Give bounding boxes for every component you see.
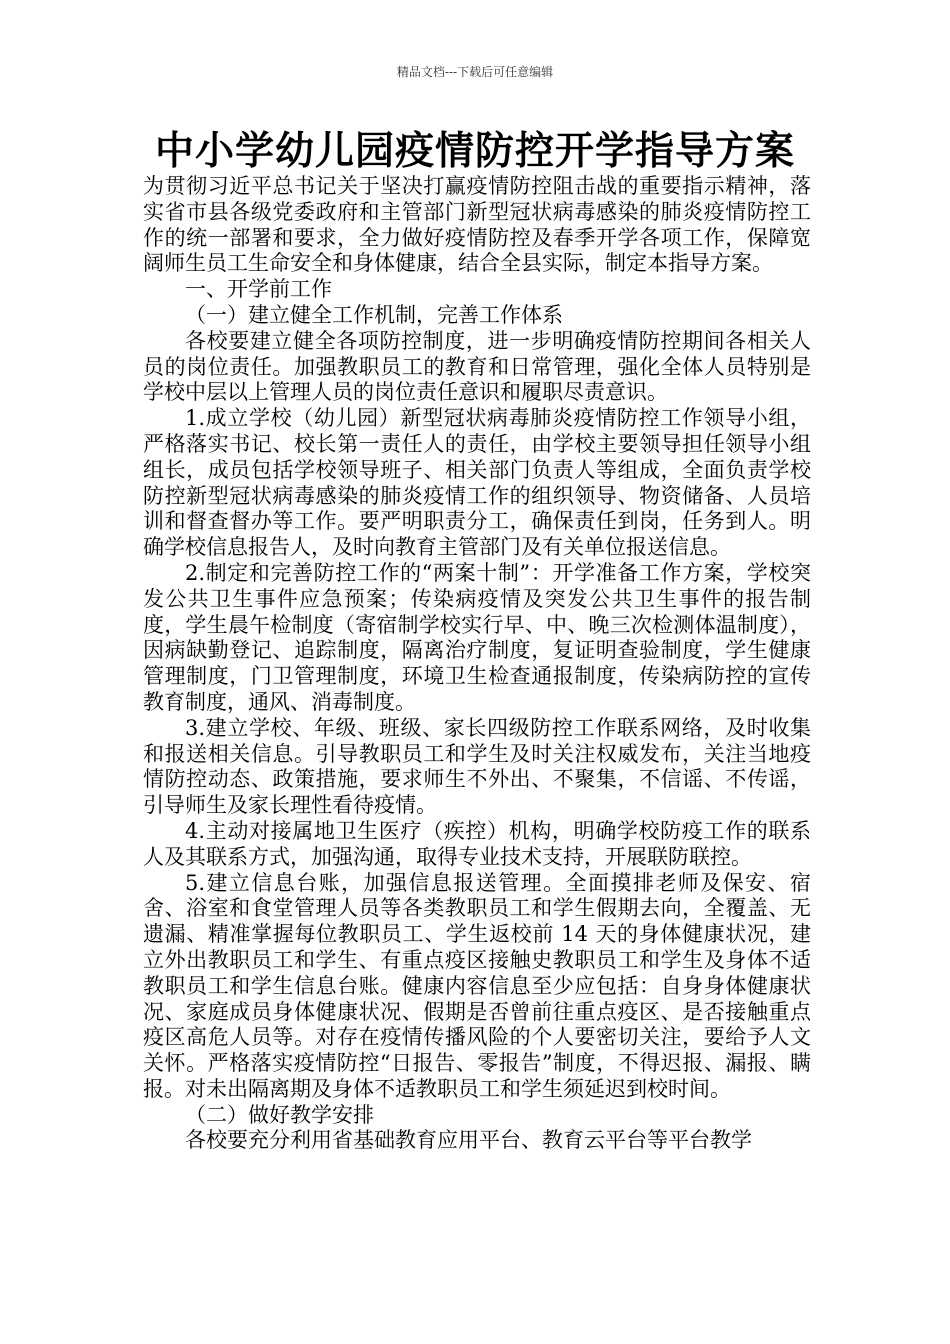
paragraph-item-1: 1.成立学校（幼儿园）新型冠状病毒肺炎疫情防控工作领导小组，严格落实书记、校长第一责任人的责任，由学校主要领导担任领导小组组长，成员包括学校领导班子、相关部门负责人等组成，全面负责学校防控新型冠状病毒感染的肺炎疫情工作的组织领导、物资储备、人员培训和督查督办等工作。要严明职责分工，确保责任到岗，任务到人。明确学校信息报告人，及时向教育主管部门及有关单位报送信息。 bbox=[143, 406, 811, 560]
paragraph-item-2: 2.制定和完善防控工作的“两案十制”：开学准备工作方案，学校突发公共卫生事件应急预案；传染病疫情及突发公共卫生事件的报告制度，学生晨午检制度（寄宿制学校实行早、中、晚三次检测体温制度），因病缺勤登记、追踪制度，隔离治疗制度，复证明查验制度，学生健康管理制度，门卫管理制度，环境卫生检查通报制度，传染病防控的宣传教育制度，通风、消毒制度。 bbox=[143, 560, 811, 714]
paragraph: 各校要建立健全各项防控制度，进一步明确疫情防控期间各相关人员的岗位责任。加强教职员工的教育和日常管理，强化全体人员特别是学校中层以上管理人员的岗位责任意识和履职尽责意识。 bbox=[143, 328, 811, 405]
paragraph: 各校要充分利用省基础教育应用平台、教育云平台等平台教学 bbox=[185, 1128, 752, 1153]
paragraph-item-3: 3.建立学校、年级、班级、家长四级防控工作联系网络，及时收集和报送相关信息。引导教职员工和学生及时关注权威发布，关注当地疫情防控动态、政策措施，要求师生不外出、不聚集，不信谣、不传谣，引导师生及家长理性看待疫情。 bbox=[143, 715, 811, 818]
paragraph-intro: 为贯彻习近平总书记关于坚决打赢疫情防控阻击战的重要指示精神，落实省市县各级党委政府和主管部门新型冠状病毒感染的肺炎疫情防控工作的统一部署和要求，全力做好疫情防控及春季开学各项工作，保障宽阔师生员工生命安全和身体健康，结合全县实际，制定本指导方案。 bbox=[143, 174, 811, 276]
document-body bbox=[143, 174, 811, 1154]
header-note: 精品文档---下载后可任意编辑 bbox=[396, 65, 554, 79]
subsection-heading-1: （一）建立健全工作机制，完善工作体系 bbox=[185, 302, 563, 327]
paragraph-item-4: 4.主动对接属地卫生医疗（疾控）机构，明确学校防疫工作的联系人及其联系方式，加强沟通，取得专业技术支持，开展联防联控。 bbox=[143, 818, 811, 869]
section-heading-1: 一、开学前工作 bbox=[185, 277, 332, 302]
page-title: 中小学幼儿园疫情防控开学指导方案 bbox=[154, 129, 795, 174]
paragraph-item-5: 5.建立信息台账，加强信息报送管理。全面摸排老师及保安、宿舍、浴室和食堂管理人员等各类教职员工和学生假期去向，全覆盖、无遗漏、精准掌握每位教职员工、学生返校前 14 天的身体健康状况，建立外出教职员工和学生、有重点疫区接触史教职员工和学生及身体不适教职员工和学生信息台账。健康内容信息至少应包括：自身身体健康状况、家庭成员身体健康状况、假期是否曾前往重点疫区、是否接触重点疫区高危人员等。对存在疫情传播风险的个人要密切关注，要给予人文关怀。严格落实疫情防控“日报告、零报告”制度，不得迟报、漏报、瞒报。对未出隔离期及身体不适教职员工和学生须延迟到校时间。 bbox=[143, 870, 811, 1101]
subsection-heading-2: （二）做好教学安排 bbox=[185, 1102, 374, 1127]
